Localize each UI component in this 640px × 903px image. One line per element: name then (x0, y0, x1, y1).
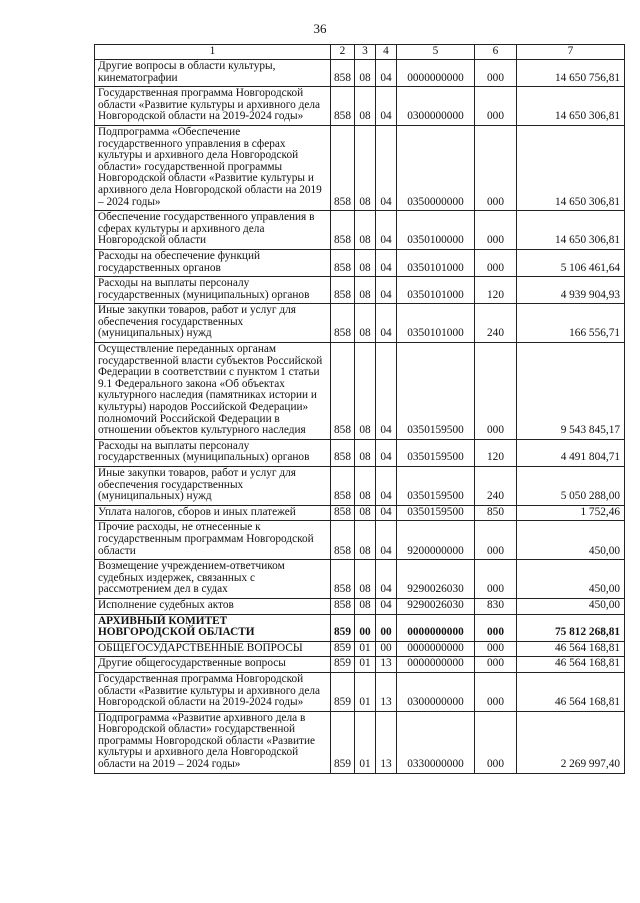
section-cell: 08 (355, 211, 376, 250)
ministry-code-cell: 858 (331, 598, 355, 614)
table-row (95, 60, 625, 87)
expense-type-cell: 000 (475, 614, 517, 641)
ministry-code-cell: 858 (331, 87, 355, 126)
header-cell: 4 (376, 45, 397, 60)
section-cell: 08 (355, 598, 376, 614)
ministry-code-cell: 859 (331, 672, 355, 711)
table-row (95, 304, 625, 343)
row-name-cell: Возмещение учреждением-ответчиком судебных издержек, связанных с рассмотрением дел в судах (95, 560, 331, 599)
target-article-cell: 0000000000 (397, 614, 475, 641)
amount-cell: 46 564 168,81 (517, 672, 625, 711)
ministry-code-cell: 858 (331, 439, 355, 466)
ministry-code-cell: 858 (331, 505, 355, 521)
table-row (95, 211, 625, 250)
row-name-cell: Подпрограмма «Развитие архивного дела в Новгородской области» государственной программы Новгородской области «Развитие культуры и архивного дела Новгородской области на 2019 – 2024 годы» (95, 711, 331, 773)
amount-cell: 75 812 268,81 (517, 614, 625, 641)
ministry-code-cell: 858 (331, 60, 355, 87)
subsection-cell: 04 (376, 560, 397, 599)
expense-type-cell: 000 (475, 343, 517, 440)
target-article-cell: 0300000000 (397, 87, 475, 126)
target-article-cell: 9290026030 (397, 598, 475, 614)
table-row (95, 125, 625, 210)
table-row (95, 439, 625, 466)
target-article-cell: 0350159500 (397, 505, 475, 521)
section-cell: 08 (355, 60, 376, 87)
table-row (95, 598, 625, 614)
table-row (95, 560, 625, 599)
table-body (95, 60, 625, 774)
expense-type-cell: 000 (475, 657, 517, 673)
ministry-code-cell: 858 (331, 125, 355, 210)
ministry-code-cell: 858 (331, 560, 355, 599)
table-row (95, 521, 625, 560)
subsection-cell: 04 (376, 467, 397, 506)
target-article-cell: 9290026030 (397, 560, 475, 599)
table-row (95, 641, 625, 657)
row-name-cell: Исполнение судебных актов (95, 598, 331, 614)
row-name-cell: Прочие расходы, не отнесенные к государственным программам Новгородской области (95, 521, 331, 560)
target-article-cell: 0300000000 (397, 672, 475, 711)
ministry-code-cell: 858 (331, 521, 355, 560)
amount-cell: 9 543 845,17 (517, 343, 625, 440)
row-name-cell: Иные закупки товаров, работ и услуг для обеспечения государственных (муниципальных) нужд (95, 304, 331, 343)
amount-cell: 14 650 756,81 (517, 60, 625, 87)
subsection-cell: 13 (376, 711, 397, 773)
row-name-cell: Другие общегосударственные вопросы (95, 657, 331, 673)
amount-cell: 5 106 461,64 (517, 249, 625, 276)
target-article-cell: 0350101000 (397, 277, 475, 304)
subsection-cell: 13 (376, 657, 397, 673)
expense-type-cell: 000 (475, 211, 517, 250)
row-name-cell: Расходы на обеспечение функций государственных органов (95, 249, 331, 276)
subsection-cell: 04 (376, 439, 397, 466)
subsection-cell: 13 (376, 672, 397, 711)
section-cell: 08 (355, 125, 376, 210)
subsection-cell: 04 (376, 249, 397, 276)
subsection-cell: 04 (376, 277, 397, 304)
table-header-row (95, 45, 625, 60)
table-row (95, 657, 625, 673)
target-article-cell: 0330000000 (397, 711, 475, 773)
section-cell: 00 (355, 614, 376, 641)
section-cell: 08 (355, 467, 376, 506)
ministry-code-cell: 859 (331, 641, 355, 657)
section-cell: 08 (355, 439, 376, 466)
target-article-cell: 0000000000 (397, 641, 475, 657)
budget-table (94, 44, 625, 774)
target-article-cell: 0350159500 (397, 467, 475, 506)
amount-cell: 450,00 (517, 560, 625, 599)
expense-type-cell: 000 (475, 672, 517, 711)
row-name-cell: АРХИВНЫЙ КОМИТЕТ НОВГОРОДСКОЙ ОБЛАСТИ (95, 614, 331, 641)
table-row (95, 614, 625, 641)
expense-type-cell: 000 (475, 60, 517, 87)
ministry-code-cell: 858 (331, 249, 355, 276)
amount-cell: 14 650 306,81 (517, 87, 625, 126)
table-row (95, 672, 625, 711)
subsection-cell: 04 (376, 211, 397, 250)
section-cell: 08 (355, 277, 376, 304)
table-row (95, 343, 625, 440)
subsection-cell: 00 (376, 641, 397, 657)
expense-type-cell: 000 (475, 87, 517, 126)
subsection-cell: 04 (376, 125, 397, 210)
expense-type-cell: 000 (475, 641, 517, 657)
section-cell: 08 (355, 343, 376, 440)
row-name-cell: Расходы на выплаты персоналу государственных (муниципальных) органов (95, 277, 331, 304)
row-name-cell: Иные закупки товаров, работ и услуг для обеспечения государственных (муниципальных) нужд (95, 467, 331, 506)
expense-type-cell: 000 (475, 560, 517, 599)
target-article-cell: 0350101000 (397, 304, 475, 343)
header-cell: 3 (355, 45, 376, 60)
amount-cell: 4 939 904,93 (517, 277, 625, 304)
expense-type-cell: 000 (475, 249, 517, 276)
expense-type-cell: 830 (475, 598, 517, 614)
subsection-cell: 00 (376, 614, 397, 641)
subsection-cell: 04 (376, 304, 397, 343)
amount-cell: 46 564 168,81 (517, 657, 625, 673)
section-cell: 01 (355, 711, 376, 773)
section-cell: 08 (355, 505, 376, 521)
row-name-cell: Расходы на выплаты персоналу государственных (муниципальных) органов (95, 439, 331, 466)
section-cell: 01 (355, 657, 376, 673)
table-row (95, 505, 625, 521)
amount-cell: 4 491 804,71 (517, 439, 625, 466)
amount-cell: 5 050 288,00 (517, 467, 625, 506)
section-cell: 08 (355, 560, 376, 599)
subsection-cell: 04 (376, 343, 397, 440)
subsection-cell: 04 (376, 87, 397, 126)
row-name-cell: Уплата налогов, сборов и иных платежей (95, 505, 331, 521)
target-article-cell: 0350101000 (397, 249, 475, 276)
target-article-cell: 0350159500 (397, 439, 475, 466)
section-cell: 08 (355, 521, 376, 560)
row-name-cell: Государственная программа Новгородской области «Развитие культуры и архивного дела Новгородской области на 2019-2024 годы» (95, 672, 331, 711)
expense-type-cell: 240 (475, 467, 517, 506)
subsection-cell: 04 (376, 505, 397, 521)
ministry-code-cell: 859 (331, 711, 355, 773)
section-cell: 08 (355, 304, 376, 343)
expense-type-cell: 240 (475, 304, 517, 343)
subsection-cell: 04 (376, 598, 397, 614)
table-row (95, 467, 625, 506)
amount-cell: 46 564 168,81 (517, 641, 625, 657)
expense-type-cell: 120 (475, 439, 517, 466)
page-number: 36 (313, 21, 327, 36)
ministry-code-cell: 858 (331, 304, 355, 343)
table-row (95, 277, 625, 304)
expense-type-cell: 850 (475, 505, 517, 521)
section-cell: 08 (355, 249, 376, 276)
subsection-cell: 04 (376, 521, 397, 560)
header-cell: 5 (397, 45, 475, 60)
row-name-cell: Подпрограмма «Обеспечение государственного управления в сферах культуры и архивного дела Новгородской области» государственной программы Новгородской области «Развитие культуры и архивного дела Новгородской области на 2019 – 2024 годы» (95, 125, 331, 210)
ministry-code-cell: 859 (331, 614, 355, 641)
ministry-code-cell: 858 (331, 277, 355, 304)
amount-cell: 450,00 (517, 521, 625, 560)
section-cell: 01 (355, 672, 376, 711)
row-name-cell: ОБЩЕГОСУДАРСТВЕННЫЕ ВОПРОСЫ (95, 641, 331, 657)
table-row (95, 87, 625, 126)
amount-cell: 14 650 306,81 (517, 125, 625, 210)
amount-cell: 450,00 (517, 598, 625, 614)
row-name-cell: Государственная программа Новгородской области «Развитие культуры и архивного дела Новгородской области на 2019-2024 годы» (95, 87, 331, 126)
expense-type-cell: 000 (475, 125, 517, 210)
amount-cell: 2 269 997,40 (517, 711, 625, 773)
ministry-code-cell: 858 (331, 467, 355, 506)
table-row (95, 249, 625, 276)
row-name-cell: Другие вопросы в области культуры, кинематографии (95, 60, 331, 87)
target-article-cell: 0000000000 (397, 60, 475, 87)
header-cell: 1 (95, 45, 331, 60)
amount-cell: 14 650 306,81 (517, 211, 625, 250)
amount-cell: 1 752,46 (517, 505, 625, 521)
row-name-cell: Обеспечение государственного управления в сферах культуры и архивного дела Новгородской области (95, 211, 331, 250)
amount-cell: 166 556,71 (517, 304, 625, 343)
target-article-cell: 0350000000 (397, 125, 475, 210)
row-name-cell: Осуществление переданных органам государственной власти субъектов Российской Федерации в соответствии с пунктом 1 статьи 9.1 Федерального закона «Об объектах культурного наследия (памятниках истории и культуры) народов Российской Федерации» полномочий Российской Федерации в отношении объектов культурного наследия (95, 343, 331, 440)
expense-type-cell: 000 (475, 521, 517, 560)
table-row (95, 711, 625, 773)
subsection-cell: 04 (376, 60, 397, 87)
target-article-cell: 0350159500 (397, 343, 475, 440)
target-article-cell: 9200000000 (397, 521, 475, 560)
header-cell: 7 (517, 45, 625, 60)
section-cell: 01 (355, 641, 376, 657)
header-cell: 6 (475, 45, 517, 60)
target-article-cell: 0000000000 (397, 657, 475, 673)
expense-type-cell: 000 (475, 711, 517, 773)
ministry-code-cell: 858 (331, 343, 355, 440)
section-cell: 08 (355, 87, 376, 126)
header-cell: 2 (331, 45, 355, 60)
ministry-code-cell: 858 (331, 211, 355, 250)
ministry-code-cell: 859 (331, 657, 355, 673)
expense-type-cell: 120 (475, 277, 517, 304)
target-article-cell: 0350100000 (397, 211, 475, 250)
